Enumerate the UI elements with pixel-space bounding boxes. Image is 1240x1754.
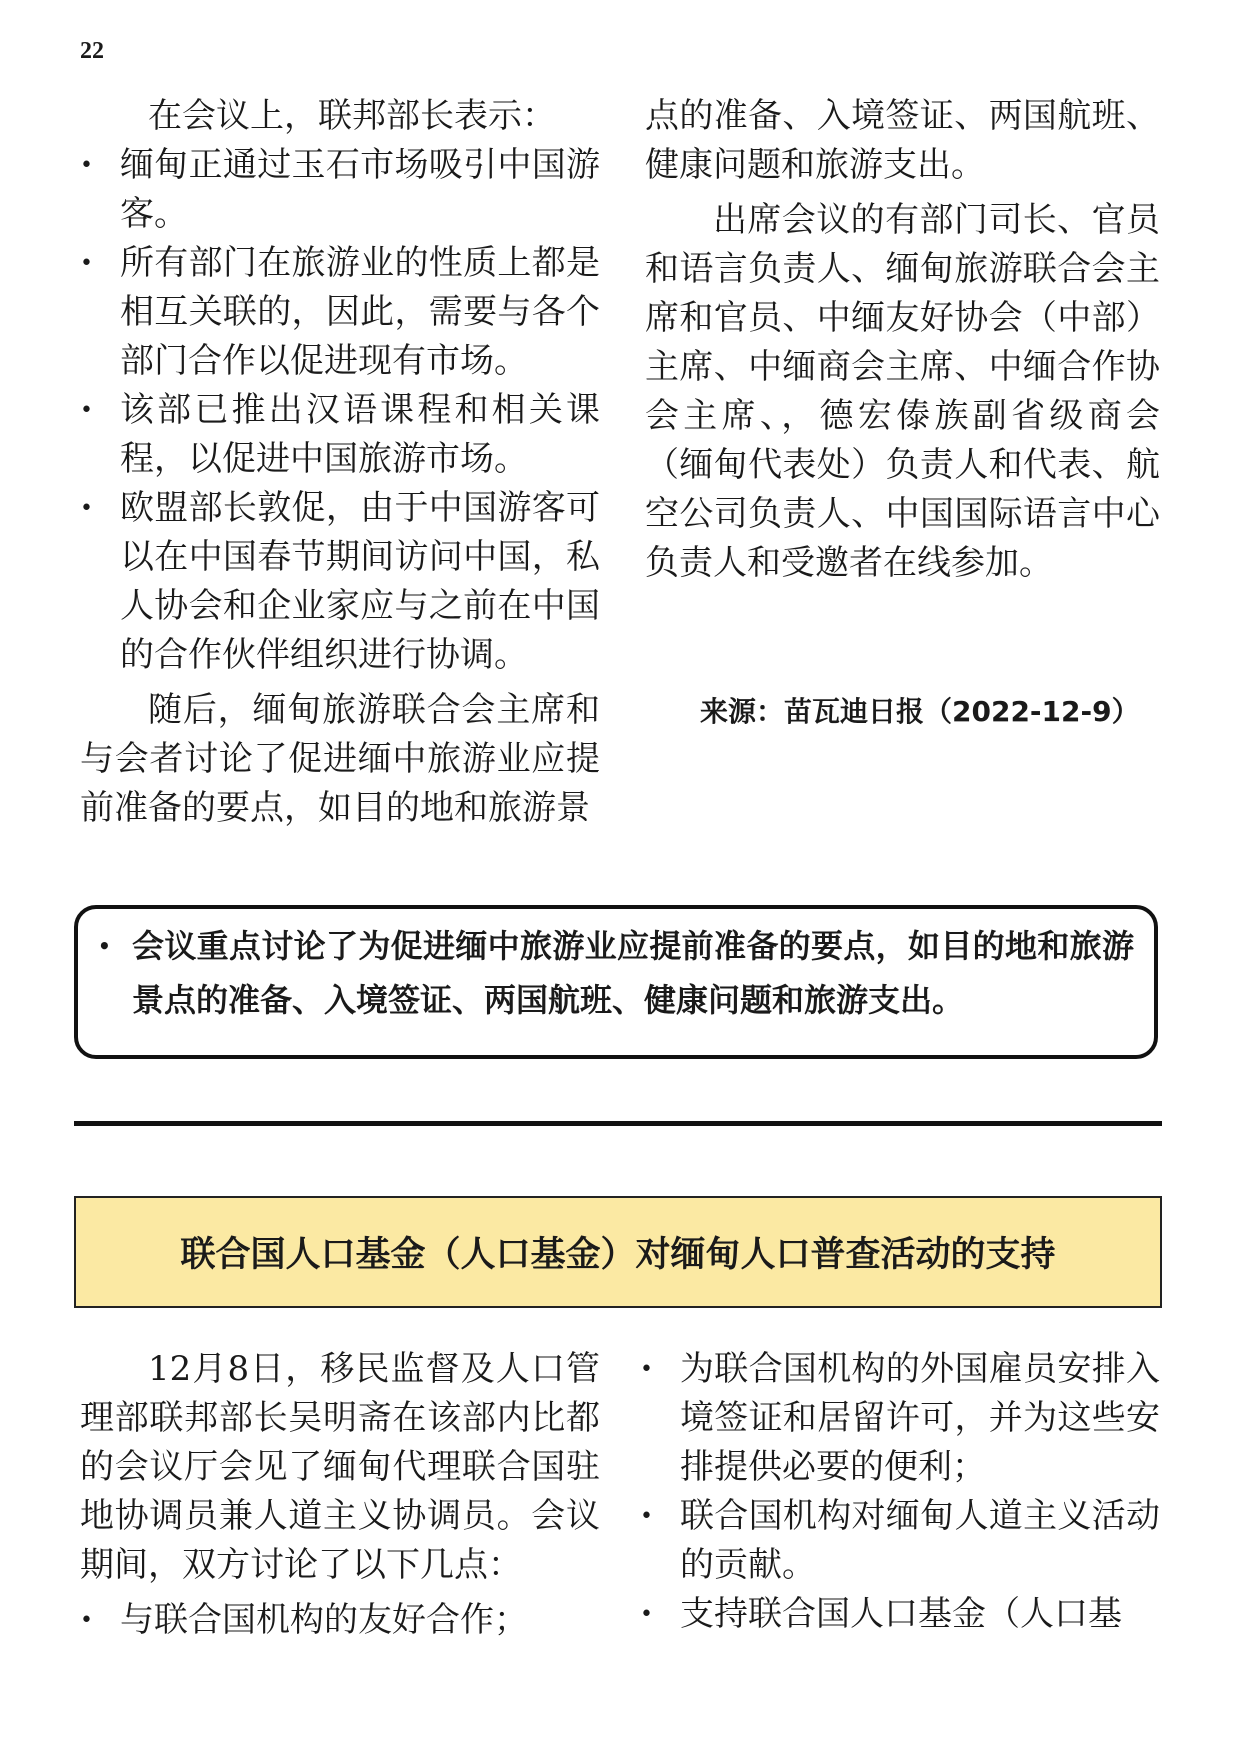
list-item: • 联合国机构对缅甸人道主义活动的贡献。 <box>640 1492 1160 1590</box>
bullet-icon: • <box>640 1357 653 1382</box>
discussion-continued: 点的准备、入境签证、两国航班、健康问题和旅游支出。 <box>645 96 1160 185</box>
section2-right-column <box>640 1345 1160 1639</box>
list-item: • 会议重点讨论了为促进缅中旅游业应提前准备的要点，如目的地和旅游景点的准备、入境签证、两国航班、健康问题和旅游支出。 <box>98 919 1134 1027</box>
meeting-paragraph: 12月8日，移民监督及人口管理部联邦部长吴明斋在该部内比都的会议厅会见了缅甸代理联合国驻地协调员兼人道主义协调员。会议期间，双方讨论了以下几点： <box>80 1349 600 1585</box>
section1-left-column <box>80 92 600 833</box>
summary-box <box>74 905 1158 1059</box>
bullet-icon: • <box>80 496 93 521</box>
discussion-points-list <box>80 1596 600 1645</box>
bullet-icon: • <box>80 153 93 178</box>
discussion-paragraph: 随后，缅甸旅游联合会主席和与会者讨论了促进缅中旅游业应提前准备的要点，如目的地和旅游景 <box>80 690 600 828</box>
summary-list <box>98 919 1134 1027</box>
section-divider <box>74 1121 1162 1126</box>
bullet-icon: • <box>640 1504 653 1529</box>
section2-left-column <box>80 1345 600 1645</box>
bullet-icon: • <box>640 1602 653 1627</box>
list-item: • 缅甸正通过玉石市场吸引中国游客。 <box>80 141 600 239</box>
article-title: 联合国人口基金（人口基金）对缅甸人口普查活动的支持 <box>74 1196 1162 1308</box>
discussion-points-list-continued <box>640 1345 1160 1639</box>
page-number: 22 <box>80 38 104 64</box>
minister-statements-list <box>80 141 600 680</box>
section1-right-column <box>645 92 1160 588</box>
bullet-icon: • <box>80 251 93 276</box>
source-citation: 来源：苗瓦迪日报（2022-12-9） <box>700 695 1140 728</box>
meeting-intro: 在会议上，联邦部长表示： <box>148 96 556 136</box>
list-item: • 欧盟部长敦促，由于中国游客可以在中国春节期间访问中国，私人协会和企业家应与之前在中国的合作伙伴组织进行协调。 <box>80 484 600 680</box>
list-item: • 支持联合国人口基金（人口基 <box>640 1590 1160 1639</box>
bullet-icon: • <box>98 934 111 958</box>
list-item: • 该部已推出汉语课程和相关课程，以促进中国旅游市场。 <box>80 386 600 484</box>
list-item: • 与联合国机构的友好合作； <box>80 1596 600 1645</box>
attendees-paragraph: 出席会议的有部门司长、官员和语言负责人、缅甸旅游联合会主席和官员、中缅友好协会（中部）主席、中缅商会主席、中缅合作协会主席、，德宏傣族副省级商会（缅甸代表处）负责人和代表、航空公司负责人、中国国际语言中心负责人和受邀者在线参加。 <box>645 200 1160 583</box>
list-item: • 为联合国机构的外国雇员安排入境签证和居留许可，并为这些安排提供必要的便利； <box>640 1345 1160 1492</box>
list-item: • 所有部门在旅游业的性质上都是相互关联的，因此，需要与各个部门合作以促进现有市场。 <box>80 239 600 386</box>
bullet-icon: • <box>80 1608 93 1633</box>
bullet-icon: • <box>80 398 93 423</box>
